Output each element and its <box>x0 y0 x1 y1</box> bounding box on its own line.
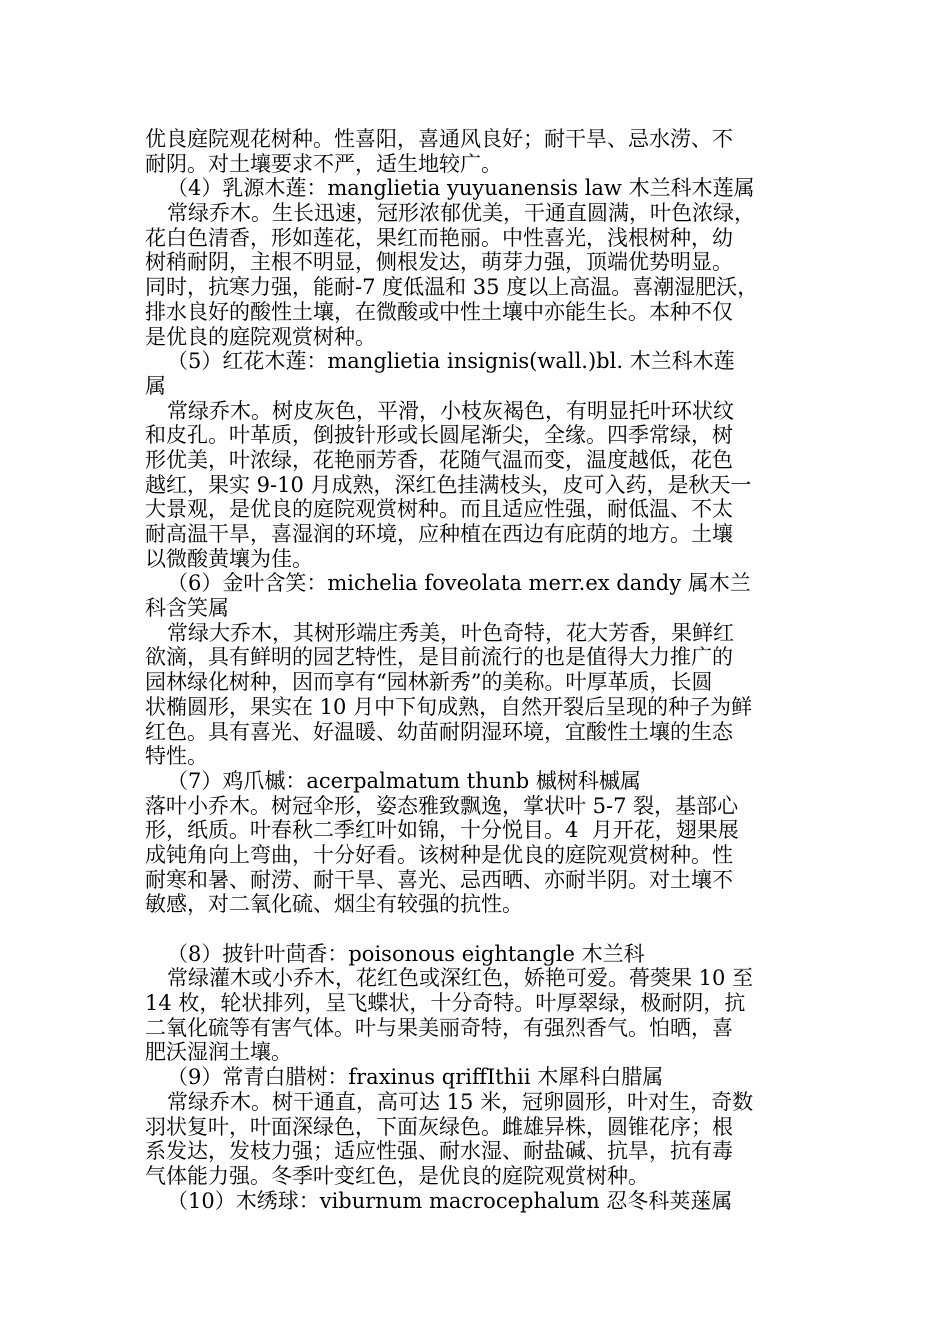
text-line: 越红，果实 9-10 月成熟，深红色挂满枝头，皮可入药，是秋天一 <box>145 472 752 497</box>
text-line: 耐高温干旱，喜湿润的环境，应种植在西边有庇荫的地方。土壤 <box>145 522 733 546</box>
text-line: 欲滴，具有鲜明的园艺特性，是目前流行的也是值得大力推广的 <box>145 645 733 670</box>
text-line: 羽状复叶，叶面深绿色，下面灰绿色。雌雄异株，圆锥花序；根 <box>145 1114 733 1139</box>
species-heading-10: （10）木绣球：viburnum macrocephalum 忍冬科荚蒾属 <box>167 1188 733 1213</box>
text-line: 落叶小乔木。树冠伞形，姿态雅致飘逸，掌状叶 5-7 裂，基部心 <box>145 793 739 818</box>
text-line: 形，纸质。叶春秋二季红叶如锦，十分悦目。4 月开花，翅果展 <box>145 818 739 843</box>
species-heading-9: （9）常青白腊树：fraxinus qriffIthii 木犀科白腊属 <box>167 1065 664 1090</box>
document-page <box>145 127 800 1213</box>
text-line: 14 枚，轮状排列，呈飞蝶状，十分奇特。叶厚翠绿，极耐阴，抗 <box>145 991 746 1016</box>
text-line: 常绿乔木。生长迅速，冠形浓郁优美，干通直圆满，叶色浓绿， <box>167 201 755 226</box>
text-line: 成钝角向上弯曲，十分好看。该树种是优良的庭院观赏树种。性 <box>145 842 733 867</box>
text-line: 和皮孔。叶革质，倒披针形或长圆尾渐尖，全缘。四季常绿，树 <box>145 423 733 448</box>
text-line: 敏感，对二氧化硫、烟尘有较强的抗性。 <box>145 892 523 917</box>
species-heading-7: （7）鸡爪槭：acerpalmatum thunb 槭树科槭属 <box>167 768 641 793</box>
text-line: 耐寒和暑、耐涝、耐干旱、喜光、忌西晒、亦耐半阴。对土壤不 <box>145 867 733 892</box>
text-line: 树稍耐阴，主根不明显，侧根发达，萌芽力强，顶端优势明显。 <box>145 250 733 275</box>
text-line: 大景观，是优良的庭院观赏树种。而且适应性强，耐低温、不太 <box>145 497 733 522</box>
text-line: 优良庭院观花树种。性喜阳，喜通风良好；耐干旱、忌水涝、不 <box>145 127 733 151</box>
text-line: 常绿大乔木，其树形端庄秀美，叶色奇特，花大芳香，果鲜红 <box>167 620 734 645</box>
text-line: 园林绿化树种，因而享有“园林新秀”的美称。叶厚革质，长圆 <box>145 670 713 695</box>
text-line: 特性。 <box>145 744 208 769</box>
text-line: 以微酸黄壤为佳。 <box>145 546 313 571</box>
text-line: 花白色清香，形如莲花，果红而艳丽。中性喜光，浅根树种，幼 <box>145 225 733 250</box>
blank-line <box>145 917 800 942</box>
text-line: 状椭圆形，果实在 10 月中下旬成熟，自然开裂后呈现的种子为鲜 <box>145 694 753 719</box>
text-line: 耐阴。对土壤要求不严，适生地较广。 <box>145 151 502 176</box>
species-heading-4: （4）乳源木莲：manglietia yuyuanensis law 木兰科木莲属 <box>167 176 755 201</box>
text-line: 同时，抗寒力强，能耐-7 度低温和 35 度以上高温。喜潮湿肥沃， <box>145 275 759 300</box>
text-line: 常绿乔木。树干通直，高可达 15 米，冠卵圆形，叶对生，奇数 <box>167 1089 754 1114</box>
species-heading-6: （6）金叶含笑：michelia foveolata merr.ex dandy 属木兰 <box>167 571 751 596</box>
text-line: 属 <box>145 373 166 398</box>
text-line: 常绿灌木或小乔木，花红色或深红色，娇艳可爱。蓇葖果 10 至 <box>167 966 754 991</box>
text-line: 红色。具有喜光、好温暖、幼苗耐阴湿环境，宜酸性土壤的生态 <box>145 719 733 744</box>
text-line: 排水良好的酸性土壤，在微酸或中性土壤中亦能生长。本种不仅 <box>145 299 733 324</box>
species-heading-5: （5）红花木莲：manglietia insignis(wall.)bl. 木兰科木莲 <box>167 349 735 374</box>
text-line: 是优良的庭院观赏树种。 <box>145 324 376 349</box>
text-line: 科含笑属 <box>145 596 229 621</box>
text-line: 常绿乔木。树皮灰色，平滑，小枝灰褐色，有明显托叶环状纹 <box>167 398 734 423</box>
text-line: 二氧化硫等有害气体。叶与果美丽奇特，有强烈香气。怕晒，喜 <box>145 1015 733 1040</box>
text-line: 气体能力强。冬季叶变红色，是优良的庭院观赏树种。 <box>145 1163 649 1188</box>
text-line: 形优美，叶浓绿，花艳丽芳香，花随气温而变，温度越低，花色 <box>145 447 733 472</box>
species-heading-8: （8）披针叶茴香：poisonous eightangle 木兰科 <box>167 941 645 966</box>
text-line: 肥沃湿润土壤。 <box>145 1040 292 1065</box>
text-line: 系发达，发枝力强；适应性强、耐水湿、耐盐碱、抗旱，抗有毒 <box>145 1139 733 1164</box>
